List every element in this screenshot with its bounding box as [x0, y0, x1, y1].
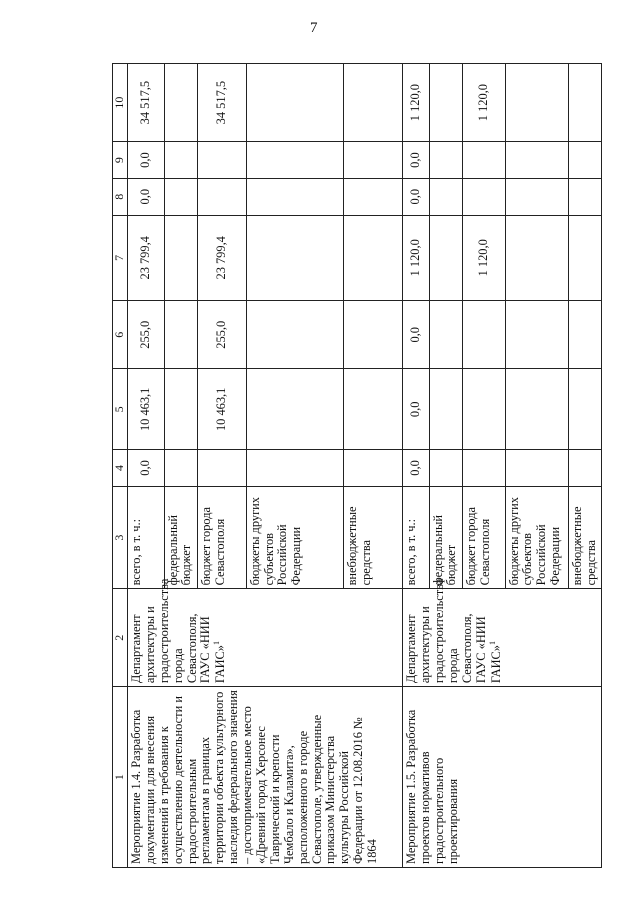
amount-cell: [568, 178, 601, 215]
amount-cell: 0,0: [403, 301, 429, 369]
footnote-marker: 1: [212, 641, 222, 645]
funding-source-cell: федеральный бюджет: [429, 486, 462, 589]
amount-cell: [246, 142, 344, 179]
amount-cell: [429, 301, 462, 369]
amount-cell: 10 463,1: [197, 369, 246, 450]
page-number: 7: [310, 20, 318, 36]
amount-cell: 1 120,0: [462, 64, 505, 142]
amount-cell: [344, 64, 403, 142]
amount-cell: [462, 369, 505, 450]
amount-cell: [462, 450, 505, 487]
table-row: [403, 64, 429, 868]
amount-cell: [568, 64, 601, 142]
amount-cell: [246, 369, 344, 450]
amount-cell: [344, 215, 403, 301]
amount-cell: [197, 450, 246, 487]
amount-cell: 255,0: [197, 301, 246, 369]
funding-source-cell: бюджеты других субъектов Российской Федерации: [505, 486, 568, 589]
rotated-table-wrapper: [112, 63, 602, 868]
funding-source-cell: федеральный бюджет: [164, 486, 197, 589]
funding-source-cell: внебюджетные средства: [344, 486, 403, 589]
footnote-marker: 1: [487, 641, 497, 645]
amount-cell: 10 463,1: [128, 369, 165, 450]
amount-cell: [505, 178, 568, 215]
funding-source-cell: бюджет города Севастополя: [197, 486, 246, 589]
amount-cell: 34 517,5: [128, 64, 165, 142]
amount-cell: [429, 450, 462, 487]
funding-source-cell: внебюджетные средства: [568, 486, 601, 589]
amount-cell: [462, 178, 505, 215]
amount-cell: [568, 142, 601, 179]
amount-cell: [164, 369, 197, 450]
amount-cell: [197, 178, 246, 215]
amount-cell: [246, 64, 344, 142]
amount-cell: [505, 215, 568, 301]
amount-cell: [246, 178, 344, 215]
amount-cell: [197, 142, 246, 179]
amount-cell: [429, 178, 462, 215]
executor-cell: Департамент архитектуры и градостроительства города Севастополя, ГАУС «НИИ ГАИС»$^1$: [403, 589, 602, 687]
amount-cell: [344, 178, 403, 215]
funding-source-cell: бюджеты других субъектов Российской Федерации: [246, 486, 344, 589]
amount-cell: 23 799,4: [197, 215, 246, 301]
amount-cell: [568, 369, 601, 450]
col-header: 8: [113, 178, 128, 215]
amount-cell: 0,0: [403, 142, 429, 179]
amount-cell: [344, 142, 403, 179]
col-header: 3: [113, 486, 128, 589]
amount-cell: [462, 301, 505, 369]
amount-cell: [505, 142, 568, 179]
col-header: 1: [113, 687, 128, 868]
activity-cell: Мероприятие 1.5. Разработка проектов нормативов градостроительного проектирования: [403, 687, 602, 868]
amount-cell: [568, 301, 601, 369]
amount-cell: [164, 450, 197, 487]
col-header: 9: [113, 142, 128, 179]
amount-cell: 1 120,0: [403, 64, 429, 142]
amount-cell: [568, 450, 601, 487]
amount-cell: [462, 142, 505, 179]
col-header: 6: [113, 301, 128, 369]
funding-source-cell: бюджет города Севастополя: [462, 486, 505, 589]
amount-cell: 0,0: [128, 142, 165, 179]
amount-cell: [164, 142, 197, 179]
amount-cell: 0,0: [128, 450, 165, 487]
amount-cell: [164, 178, 197, 215]
amount-cell: [505, 369, 568, 450]
amount-cell: 1 120,0: [462, 215, 505, 301]
amount-cell: [164, 64, 197, 142]
amount-cell: [344, 369, 403, 450]
funding-source-cell: всего, в т. ч.:: [128, 486, 165, 589]
col-header: 4: [113, 450, 128, 487]
amount-cell: [505, 64, 568, 142]
amount-cell: [429, 142, 462, 179]
amount-cell: [429, 64, 462, 142]
executor-cell: Департамент архитектуры и градостроительства города Севастополя, ГАУС «НИИ ГАИС»$^1$: [128, 589, 403, 687]
amount-cell: [568, 215, 601, 301]
amount-cell: [344, 301, 403, 369]
col-header: 10: [113, 64, 128, 142]
amount-cell: 23 799,4: [128, 215, 165, 301]
amount-cell: 255,0: [128, 301, 165, 369]
header-row: [113, 64, 128, 868]
amount-cell: 0,0: [403, 450, 429, 487]
col-header: 7: [113, 215, 128, 301]
table-row: [128, 64, 165, 868]
amount-cell: 0,0: [403, 178, 429, 215]
amount-cell: [505, 301, 568, 369]
amount-cell: 1 120,0: [403, 215, 429, 301]
budget-table: [112, 63, 602, 868]
funding-source-cell: всего, в т. ч.:: [403, 486, 429, 589]
col-header: 2: [113, 589, 128, 687]
col-header: 5: [113, 369, 128, 450]
amount-cell: [164, 301, 197, 369]
amount-cell: [505, 450, 568, 487]
amount-cell: [429, 215, 462, 301]
amount-cell: [164, 215, 197, 301]
amount-cell: 0,0: [128, 178, 165, 215]
amount-cell: 34 517,5: [197, 64, 246, 142]
amount-cell: [344, 450, 403, 487]
amount-cell: 0,0: [403, 369, 429, 450]
amount-cell: [429, 369, 462, 450]
amount-cell: [246, 301, 344, 369]
amount-cell: [246, 450, 344, 487]
amount-cell: [246, 215, 344, 301]
activity-cell: Мероприятие 1.4. Разработка документации для внесения изменений в требования к осуществлению деятельности и градостроительным регламентам в границах территории объекта культурного наследия федерального значения – достопримечательное место «Древний город Херсонес Таврический и крепости Чембало и Каламита», расположенного в городе Севастополе, утвержденные приказом Министерства культуры Российской Федерации от 12.08.2016 № 1864: [128, 687, 403, 868]
